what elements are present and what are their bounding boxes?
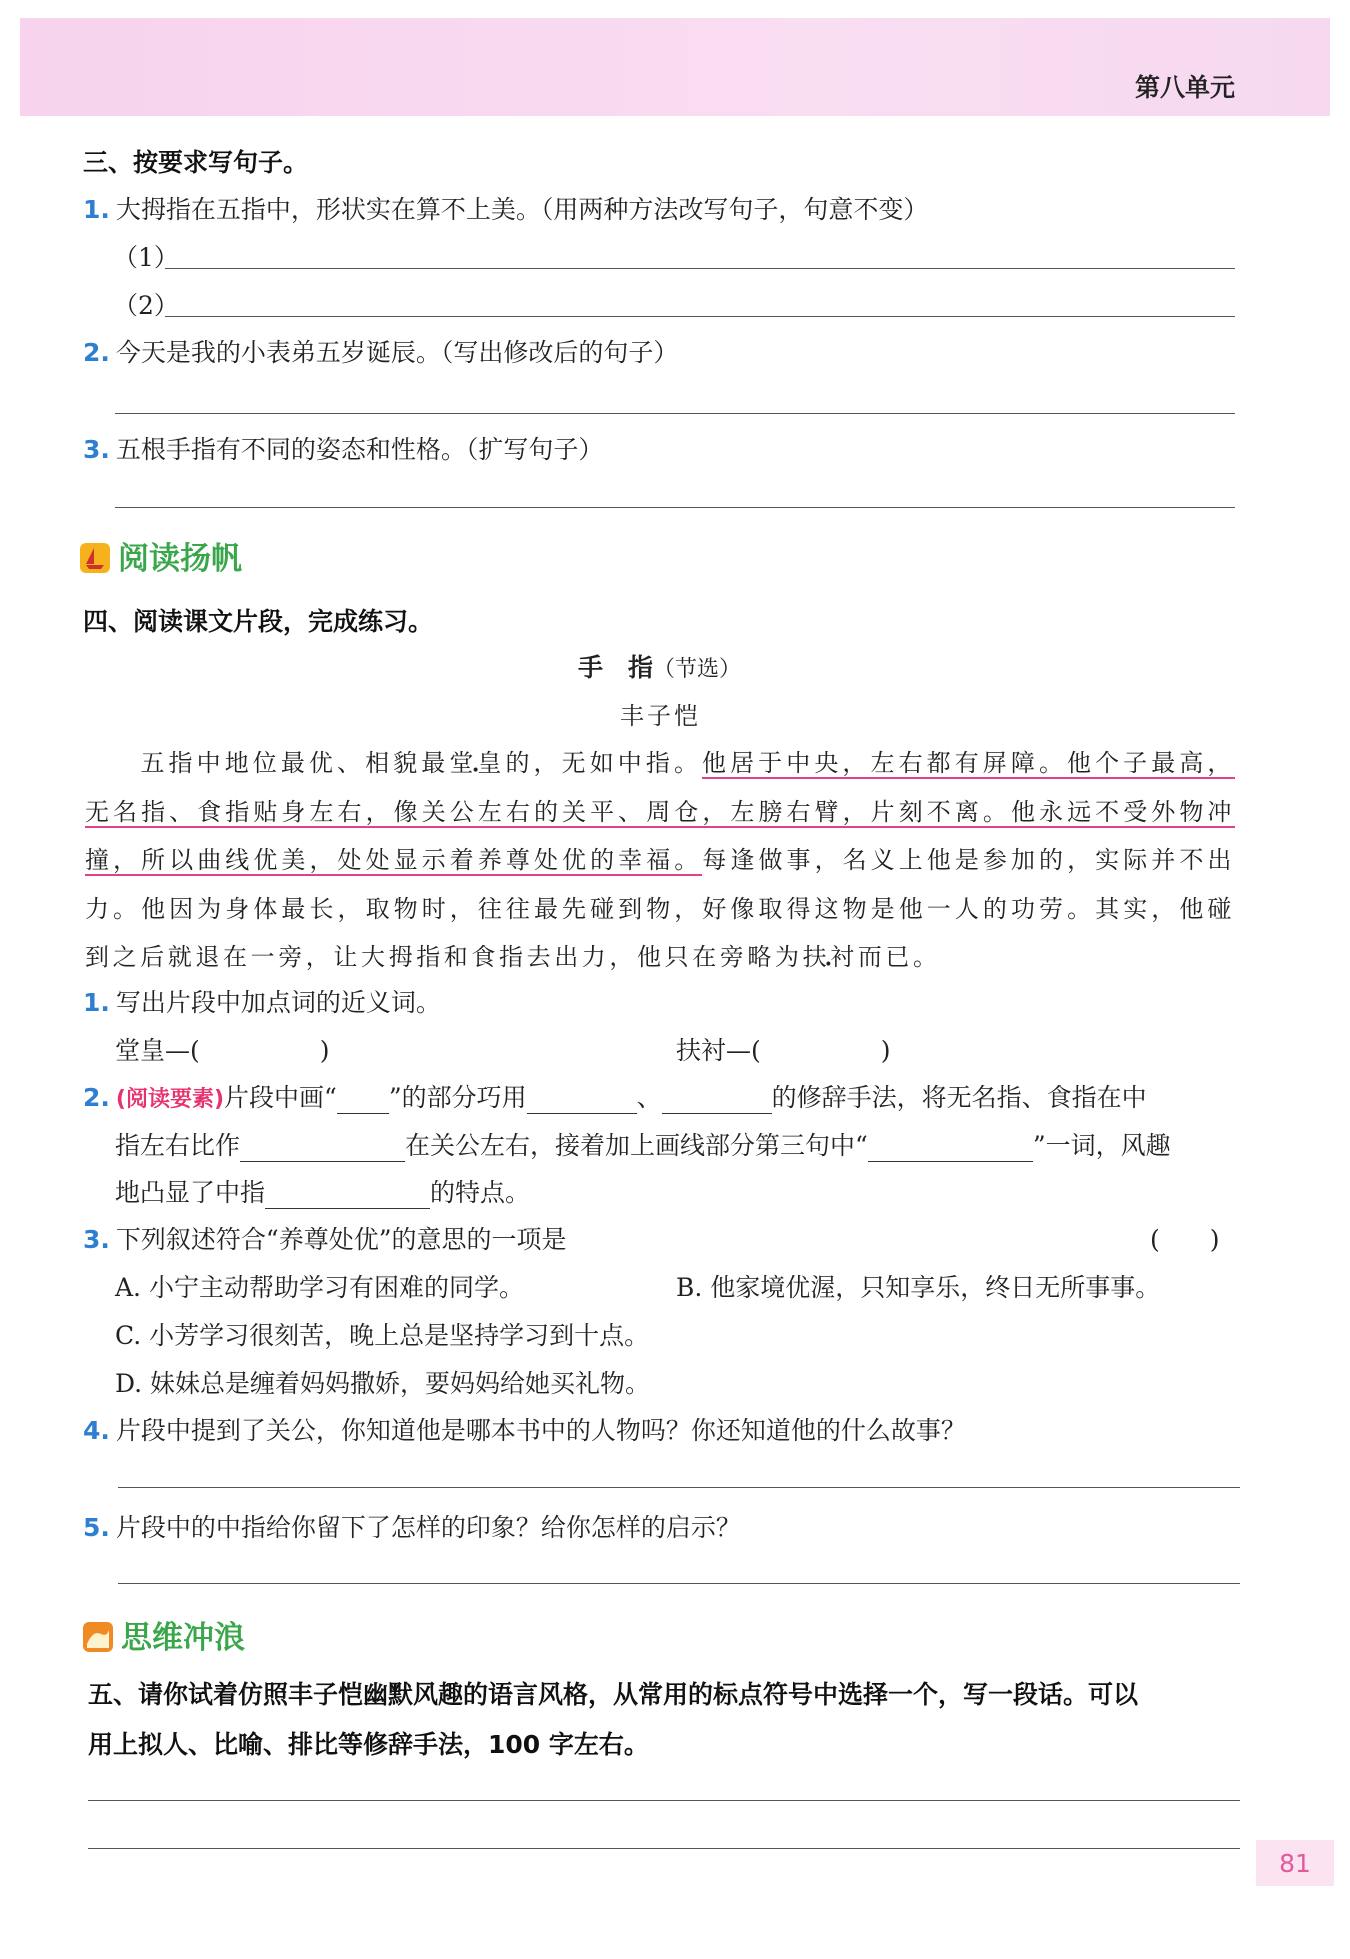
s4-question-2-line3 [115,1173,530,1209]
thinking-banner [83,1612,245,1657]
blank[interactable] [662,1087,772,1114]
unit-label: 第八单元 [1134,73,1235,102]
s3-question-3 [83,430,603,466]
q2-text: 在关公左右，接着加上画线部分第三句中“ [405,1131,868,1160]
thinking-banner-label: 思维冲浪 [121,1620,245,1656]
question-text: 片段中的中指给你留下了怎样的印象？给你怎样的启示？ [115,1513,741,1542]
s3-question-1 [83,190,928,226]
synonym-a-close: ) [319,1036,330,1065]
synonym-b-label: 扶衬—( [676,1036,761,1065]
question-number: 1. [83,195,110,224]
passage-text: 的，无如中指。 [505,749,703,777]
answer-line[interactable] [115,413,1235,414]
section3-title: 三、按要求写句子。 [83,148,309,177]
answer-line[interactable] [165,316,1235,317]
s4-question-5 [83,1508,741,1544]
synonym-b-close: ) [880,1036,891,1065]
article-note: （节选） [653,657,742,682]
question-number: 2. [83,338,110,367]
question-text: 大拇指在五指中，形状实在算不上美。（用两种方法改写句子，句意不变） [115,195,929,224]
article-passage [85,739,1235,982]
answer-line[interactable] [88,1848,1240,1849]
article-title-text: 手 指 [578,653,654,682]
question-number: 3. [83,1225,110,1254]
underlined-text: 他居于中央，左右都有屏障。他个子最高，无名指、食指贴身左右，像关公左右的关平、周仓，左膀右臂，片刻不离。他永远不受外物冲撞，所以曲线优美，处处显示着养尊处优的幸福。 [85,749,1236,874]
s4-question-4 [83,1411,966,1447]
question-text: 片段中提到了关公，你知道他是哪本书中的人物吗？你还知道他的什么故事？ [115,1416,966,1445]
synonym-b[interactable] [676,1031,891,1067]
s4-question-3 [83,1220,566,1256]
question-number: 2. [83,1083,110,1112]
s4-question-2-line1 [83,1078,1147,1114]
synonym-a-label: 堂皇—( [115,1036,200,1065]
option-d[interactable]: D. 妹妹总是缠着妈妈撒娇，要妈妈给她买礼物。 [115,1369,651,1398]
s4-question-2-line2 [115,1126,1171,1162]
answer-line[interactable] [118,1487,1240,1488]
reading-banner [80,533,242,578]
q2-text: 的修辞手法，将无名指、食指在中 [771,1083,1147,1112]
answer-line[interactable] [88,1800,1240,1801]
option-a[interactable]: A. 小宁主动帮助学习有困难的同学。 [115,1273,524,1302]
question-text: 下列叙述符合“养尊处优”的意思的一项是 [115,1225,567,1254]
question-text: 五根手指有不同的姿态和性格。（扩写句子） [115,435,604,464]
reading-element-tag: (阅读要素) [115,1087,225,1112]
s3-q1-sub1-label: （1） [113,243,179,272]
q2-text: ”的部分巧用 [388,1083,527,1112]
article-title [578,648,741,684]
question-text: 今天是我的小表弟五岁诞辰。（写出修改后的句子） [115,338,679,367]
section5-line1: 五、请你试着仿照丰子恺幽默风趣的语言风格，从常用的标点符号中选择一个，写一段话。可以 [88,1680,1139,1709]
q2-text: 的特点。 [430,1178,531,1207]
answer-line[interactable] [115,507,1235,508]
synonym-a[interactable] [115,1031,330,1067]
question-number: 1. [83,988,110,1017]
dotted-word: 扶衬 [802,943,858,971]
header-band [20,18,1330,116]
question-text: 写出片段中加点词的近义词。 [115,988,441,1017]
section4-title: 四、阅读课文片段，完成练习。 [83,607,434,636]
answer-line[interactable] [118,1583,1240,1584]
reading-banner-label: 阅读扬帆 [118,541,242,577]
option-c[interactable]: C. 小芳学习很刻苦，晚上总是坚持学习到十点。 [115,1321,650,1350]
answer-line[interactable] [165,268,1235,269]
option-b[interactable]: B. 他家境优渥，只知享乐，终日无所事事。 [676,1273,1161,1302]
section5-line2: 用上拟人、比喻、排比等修辞手法，100 字左右。 [88,1730,649,1759]
q2-text: ”一词，风趣 [1032,1131,1171,1160]
question-number: 5. [83,1513,110,1542]
q2-text: 片段中画“ [224,1083,337,1112]
blank[interactable] [240,1135,405,1162]
passage-text: 每逢做事，名义上他是参加的，实际并不出力。他因为身体最长，取物时，往往最先碰到物，好像取得这物是他一人的功劳。其实，他碰到之后就退在一旁，让大拇指和食指去出力，他只在旁略为 [85,846,1236,971]
sailboat-icon [80,543,110,573]
blank[interactable] [868,1135,1033,1162]
article-author: 丰子恺 [620,702,701,730]
q2-text: 指左右比作 [115,1131,241,1160]
blank[interactable] [337,1087,389,1114]
blank[interactable] [265,1182,430,1209]
passage-text: 五指中地位最优、相貌最 [140,749,450,777]
question-number: 3. [83,435,110,464]
s3-q1-sub2-label: （2） [113,291,179,320]
s4-question-1 [83,983,441,1019]
q2-text: 、 [636,1083,662,1112]
wave-icon [83,1622,113,1652]
answer-bracket[interactable]: ( ) [1150,1225,1220,1254]
s3-question-2 [83,333,678,369]
blank[interactable] [527,1087,637,1114]
dotted-word: 堂皇 [449,749,506,777]
passage-text: 而已。 [857,943,941,971]
q2-text: 地凸显了中指 [115,1178,266,1207]
question-number: 4. [83,1416,110,1445]
page-number: 81 [1256,1840,1334,1886]
